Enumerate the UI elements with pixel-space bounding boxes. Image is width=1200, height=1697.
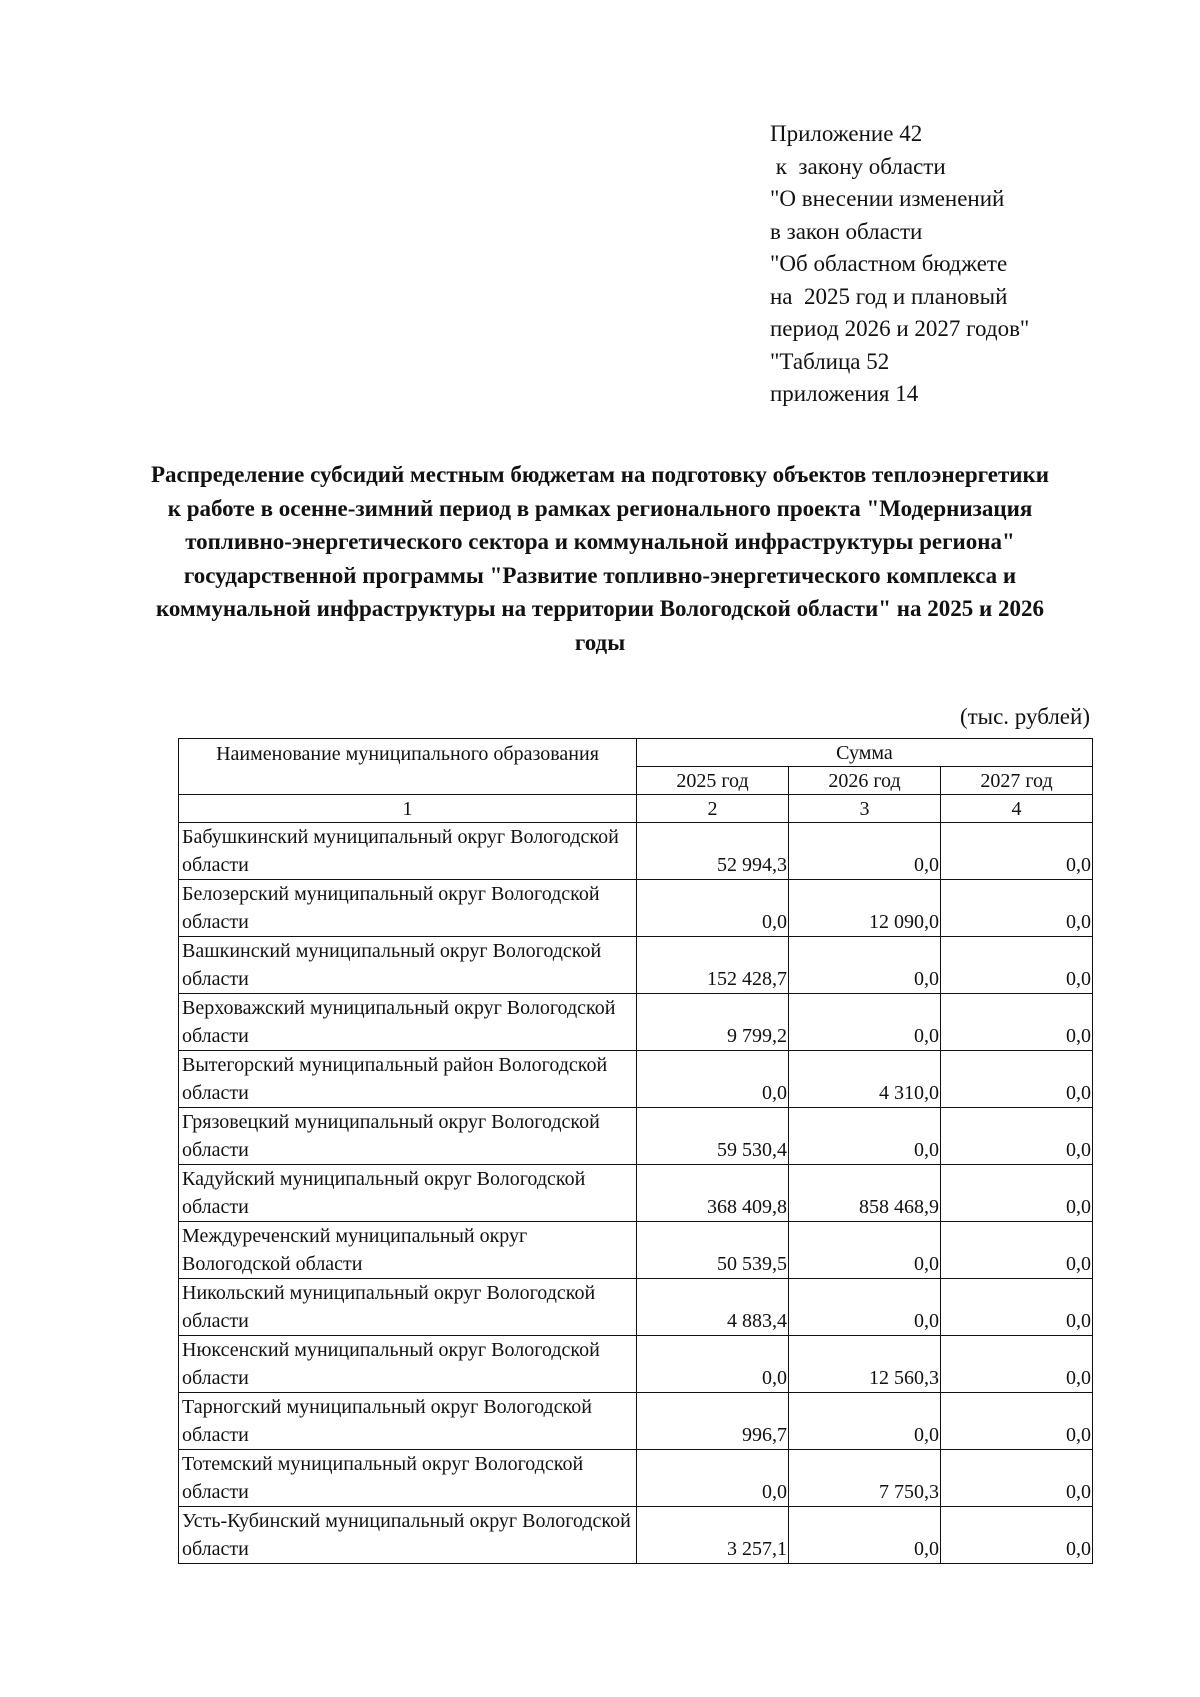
value-2026: 0,0 — [789, 1507, 941, 1564]
column-number: 1 — [179, 795, 637, 823]
municipality-name: Никольский муниципальный округ Вологодской области — [179, 1279, 637, 1336]
annex-line: к закону области — [770, 153, 946, 179]
municipality-name: Кадуйский муниципальный округ Вологодской области — [179, 1165, 637, 1222]
municipality-name: Грязовецкий муниципальный округ Вологодской области — [179, 1108, 637, 1165]
table-row — [179, 823, 1093, 880]
value-2027: 0,0 — [941, 1450, 1093, 1507]
value-2025: 996,7 — [637, 1393, 789, 1450]
column-number: 2 — [637, 795, 789, 823]
value-2025: 50 539,5 — [637, 1222, 789, 1279]
header-name: Наименование муниципального образования — [179, 739, 637, 795]
value-2025: 9 799,2 — [637, 994, 789, 1051]
column-number: 3 — [789, 795, 941, 823]
column-number: 4 — [941, 795, 1093, 823]
table-row — [179, 1507, 1093, 1564]
header-year-2027: 2027 год — [941, 767, 1093, 795]
value-2027: 0,0 — [941, 1222, 1093, 1279]
annex-line: период 2026 и 2027 годов" — [770, 316, 1030, 341]
value-2027: 0,0 — [941, 1279, 1093, 1336]
unit-label: (тыс. рублей) — [959, 704, 1090, 729]
municipality-name: Тотемский муниципальный округ Вологодской области — [179, 1450, 637, 1507]
column-numbers-row — [179, 795, 1093, 823]
value-2027: 0,0 — [941, 1165, 1093, 1222]
annex-line: "Об областном бюджете — [770, 251, 1008, 276]
municipality-name: Верховажский муниципальный округ Вологодской области — [179, 994, 637, 1051]
value-2026: 7 750,3 — [789, 1450, 941, 1507]
value-2025: 0,0 — [637, 1336, 789, 1393]
header-year-2025: 2025 год — [637, 767, 789, 795]
value-2026: 0,0 — [789, 1393, 941, 1450]
value-2025: 59 530,4 — [637, 1108, 789, 1165]
table-row — [179, 1051, 1093, 1108]
value-2025: 0,0 — [637, 880, 789, 937]
table-row — [179, 880, 1093, 937]
value-2026: 0,0 — [789, 1222, 941, 1279]
value-2026: 0,0 — [789, 994, 941, 1051]
table-row — [179, 1279, 1093, 1336]
value-2025: 3 257,1 — [637, 1507, 789, 1564]
value-2026: 0,0 — [789, 1108, 941, 1165]
value-2027: 0,0 — [941, 1108, 1093, 1165]
table-row — [179, 1336, 1093, 1393]
municipality-name: Бабушкинский муниципальный округ Вологодской области — [179, 823, 637, 880]
annex-line: на 2025 год и плановый — [770, 283, 1008, 309]
municipality-name: Вытегорский муниципальный район Вологодской области — [179, 1051, 637, 1108]
value-2027: 0,0 — [941, 823, 1093, 880]
annex-line: "Таблица 52 — [770, 348, 890, 374]
value-2025: 368 409,8 — [637, 1165, 789, 1222]
table-row — [179, 1222, 1093, 1279]
value-2025: 52 994,3 — [637, 823, 789, 880]
municipality-name: Усть-Кубинский муниципальный округ Вологодской области — [179, 1507, 637, 1564]
header-year-2026: 2026 год — [789, 767, 941, 795]
table-row — [179, 1450, 1093, 1507]
value-2026: 0,0 — [789, 823, 941, 880]
value-2026: 4 310,0 — [789, 1051, 941, 1108]
value-2025: 4 883,4 — [637, 1279, 789, 1336]
annex-line: "О внесении изменений — [770, 186, 1005, 211]
value-2025: 152 428,7 — [637, 937, 789, 994]
value-2027: 0,0 — [941, 937, 1093, 994]
value-2025: 0,0 — [637, 1450, 789, 1507]
municipality-name: Вашкинский муниципальный округ Вологодской области — [179, 937, 637, 994]
value-2027: 0,0 — [941, 994, 1093, 1051]
value-2027: 0,0 — [941, 1393, 1093, 1450]
value-2026: 0,0 — [789, 1279, 941, 1336]
table-row — [179, 1165, 1093, 1222]
table-row — [179, 1393, 1093, 1450]
header-sum: Сумма — [637, 739, 1093, 767]
annex-line: приложения 14 — [770, 381, 919, 406]
municipality-name: Междуреченский муниципальный округ Вологодской области — [179, 1222, 637, 1279]
table-row — [179, 994, 1093, 1051]
header-row — [179, 739, 1093, 767]
value-2026: 12 560,3 — [789, 1336, 941, 1393]
annex-line: Приложение 42 — [770, 121, 923, 146]
value-2025: 0,0 — [637, 1051, 789, 1108]
annex-note — [770, 118, 1029, 411]
municipality-name: Нюксенский муниципальный округ Вологодской области — [179, 1336, 637, 1393]
table-row — [179, 937, 1093, 994]
annex-line: в закон области — [770, 218, 923, 244]
municipality-name: Тарногский муниципальный округ Вологодской области — [179, 1393, 637, 1450]
value-2027: 0,0 — [941, 1051, 1093, 1108]
document-title: Распределение субсидий местным бюджетам на подготовку объектов теплоэнергетики к работе в осенне-зимний период в рамках регионального проекта "Модернизация топливно-энергетического сектора и коммунальной инфраструктуры региона" государственной программы "Развитие топливно-энергетического комплекса и коммунальной инфраструктуры на территории Вологодской области" на 2025 и 2026 годы — [150, 462, 1050, 655]
value-2027: 0,0 — [941, 1336, 1093, 1393]
value-2027: 0,0 — [941, 1507, 1093, 1564]
value-2026: 12 090,0 — [789, 880, 941, 937]
value-2026: 858 468,9 — [789, 1165, 941, 1222]
municipality-name: Белозерский муниципальный округ Вологодской области — [179, 880, 637, 937]
table-row — [179, 1108, 1093, 1165]
value-2026: 0,0 — [789, 937, 941, 994]
subsidy-table — [178, 738, 1093, 1564]
table-body — [179, 823, 1093, 1564]
value-2027: 0,0 — [941, 880, 1093, 937]
